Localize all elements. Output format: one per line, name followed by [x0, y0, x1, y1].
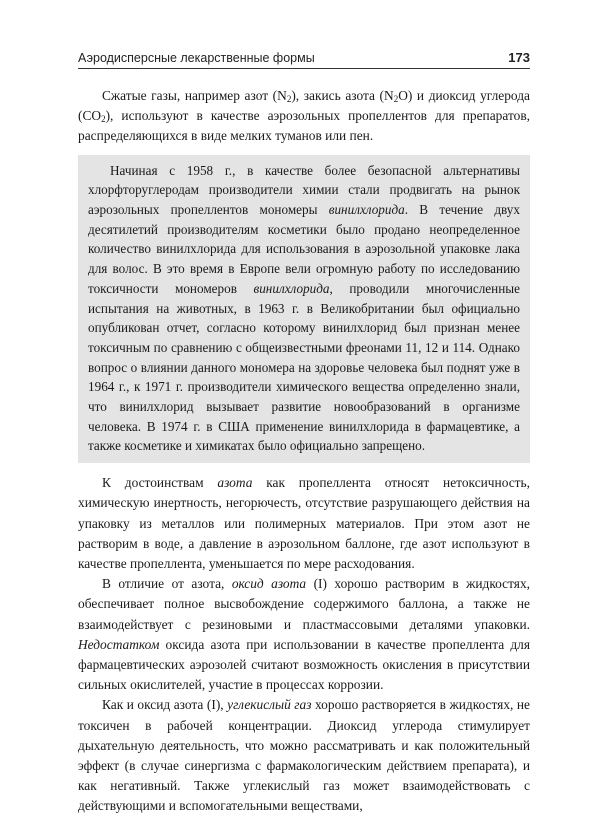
running-title: Аэродисперсные лекарственные формы — [78, 51, 315, 65]
subscript: 2 — [286, 94, 292, 104]
subscript: 2 — [101, 114, 106, 125]
body-text: оксида азота при использовании в качестве пропеллента для фармацевтических аэрозолей считают возможность окисления в присутствии сильных окислителей, участие в процессах коррозии. — [78, 636, 530, 693]
page-body — [78, 86, 530, 817]
running-header — [78, 50, 530, 65]
italic-term: углекислый газ — [227, 697, 312, 713]
intro-text-3: O) и диоксид углерода (CO — [78, 88, 530, 124]
sidebar-text-2: . В течение двух десятилетий производителям косметики было продано неопределенное количество винилхлорида для использования в аэрозольной упаковке лака для волос. В это время в Европе вели огромную работу по исследованию токсичности мономеров — [88, 202, 520, 296]
intro-text-1: Сжатые газы, например азот (N — [102, 88, 287, 103]
sidebar-paragraph — [88, 161, 520, 457]
intro-paragraph — [78, 86, 530, 147]
vinyl-chloride-sidebar — [78, 155, 530, 464]
body-text: как пропеллента относят нетоксичность, химическую инертность, негорючесть, отсутствие разрушающего действия на упаковку из металлов или полимерных материалов. При этом азот не растворим в воде, а давление в аэрозольном баллоне, где азот используют в качестве пропеллента, уменьшается по мере расходования. — [78, 475, 530, 571]
page-number: 173 — [508, 50, 530, 65]
italic-term: азота — [217, 475, 253, 491]
carbon-dioxide-paragraph — [78, 695, 530, 816]
sidebar-text-3: , проводили многочисленные испытания на животных, в 1963 г. в Великобритании был официально опубликован отчет, согласно которому винилхлорид был признан менее токсичным по сравнению с общеизвестными фреонами 11, 12 и 114. Однако вопрос о влиянии данного мономера на здоровье человека был поднят уже в 1964 г., к 1971 г. производители химического вещества определенно знали, что винилхлорид вызывает развитие новообразований в организме человека. В 1974 г. в США применение винилхлорида в фармацевтике, а также косметике и химикатах было официально запрещено. — [88, 280, 520, 454]
sidebar-italic-term: винилхлорида — [328, 202, 405, 218]
nitrous-oxide-paragraph — [78, 574, 530, 695]
sidebar-text-1: Начиная с 1958 г., в качестве более безопасной альтернативы хлорфторуглеродам производители химии стали продвигать на рынок аэрозольных пропеллентов мономеры — [88, 162, 520, 218]
italic-term: оксид азота — [231, 576, 307, 592]
body-text: Как и оксид азота (I), — [102, 697, 228, 713]
header-rule — [78, 68, 530, 69]
intro-text-2: ), закись азота (N — [291, 88, 394, 103]
body-text: хорошо растворяется в жидкостях, не токсичен в рабочей концентрации. Диоксид углерода стимулирует дыхательную деятельность, что можно рассматривать и как положительный эффект (в случае синергизма с фармакологическим действием препарата), и как негативный. Также углекислый газ может взаимодействовать с действующими и вспомогательными веществами, — [78, 697, 531, 814]
intro-text-4: ), используют в качестве аэрозольных пропеллентов для препаратов, распределяющихся в виде мелких туманов или пен. — [78, 108, 530, 144]
subscript: 2 — [393, 94, 399, 104]
body-text: В отличие от азота, — [102, 576, 232, 592]
body-text: К достоинствам — [102, 475, 218, 491]
body-text: (I) хорошо растворим в жидкостях, обеспечивает полное высвобождение содержимого баллона, а также не взаимодействует с резиновыми и пластмассовыми деталями упаковки. — [78, 576, 530, 632]
italic-term: Недостатком — [78, 636, 160, 652]
sidebar-italic-term: винилхлорида — [253, 280, 330, 296]
nitrogen-paragraph — [78, 473, 530, 574]
